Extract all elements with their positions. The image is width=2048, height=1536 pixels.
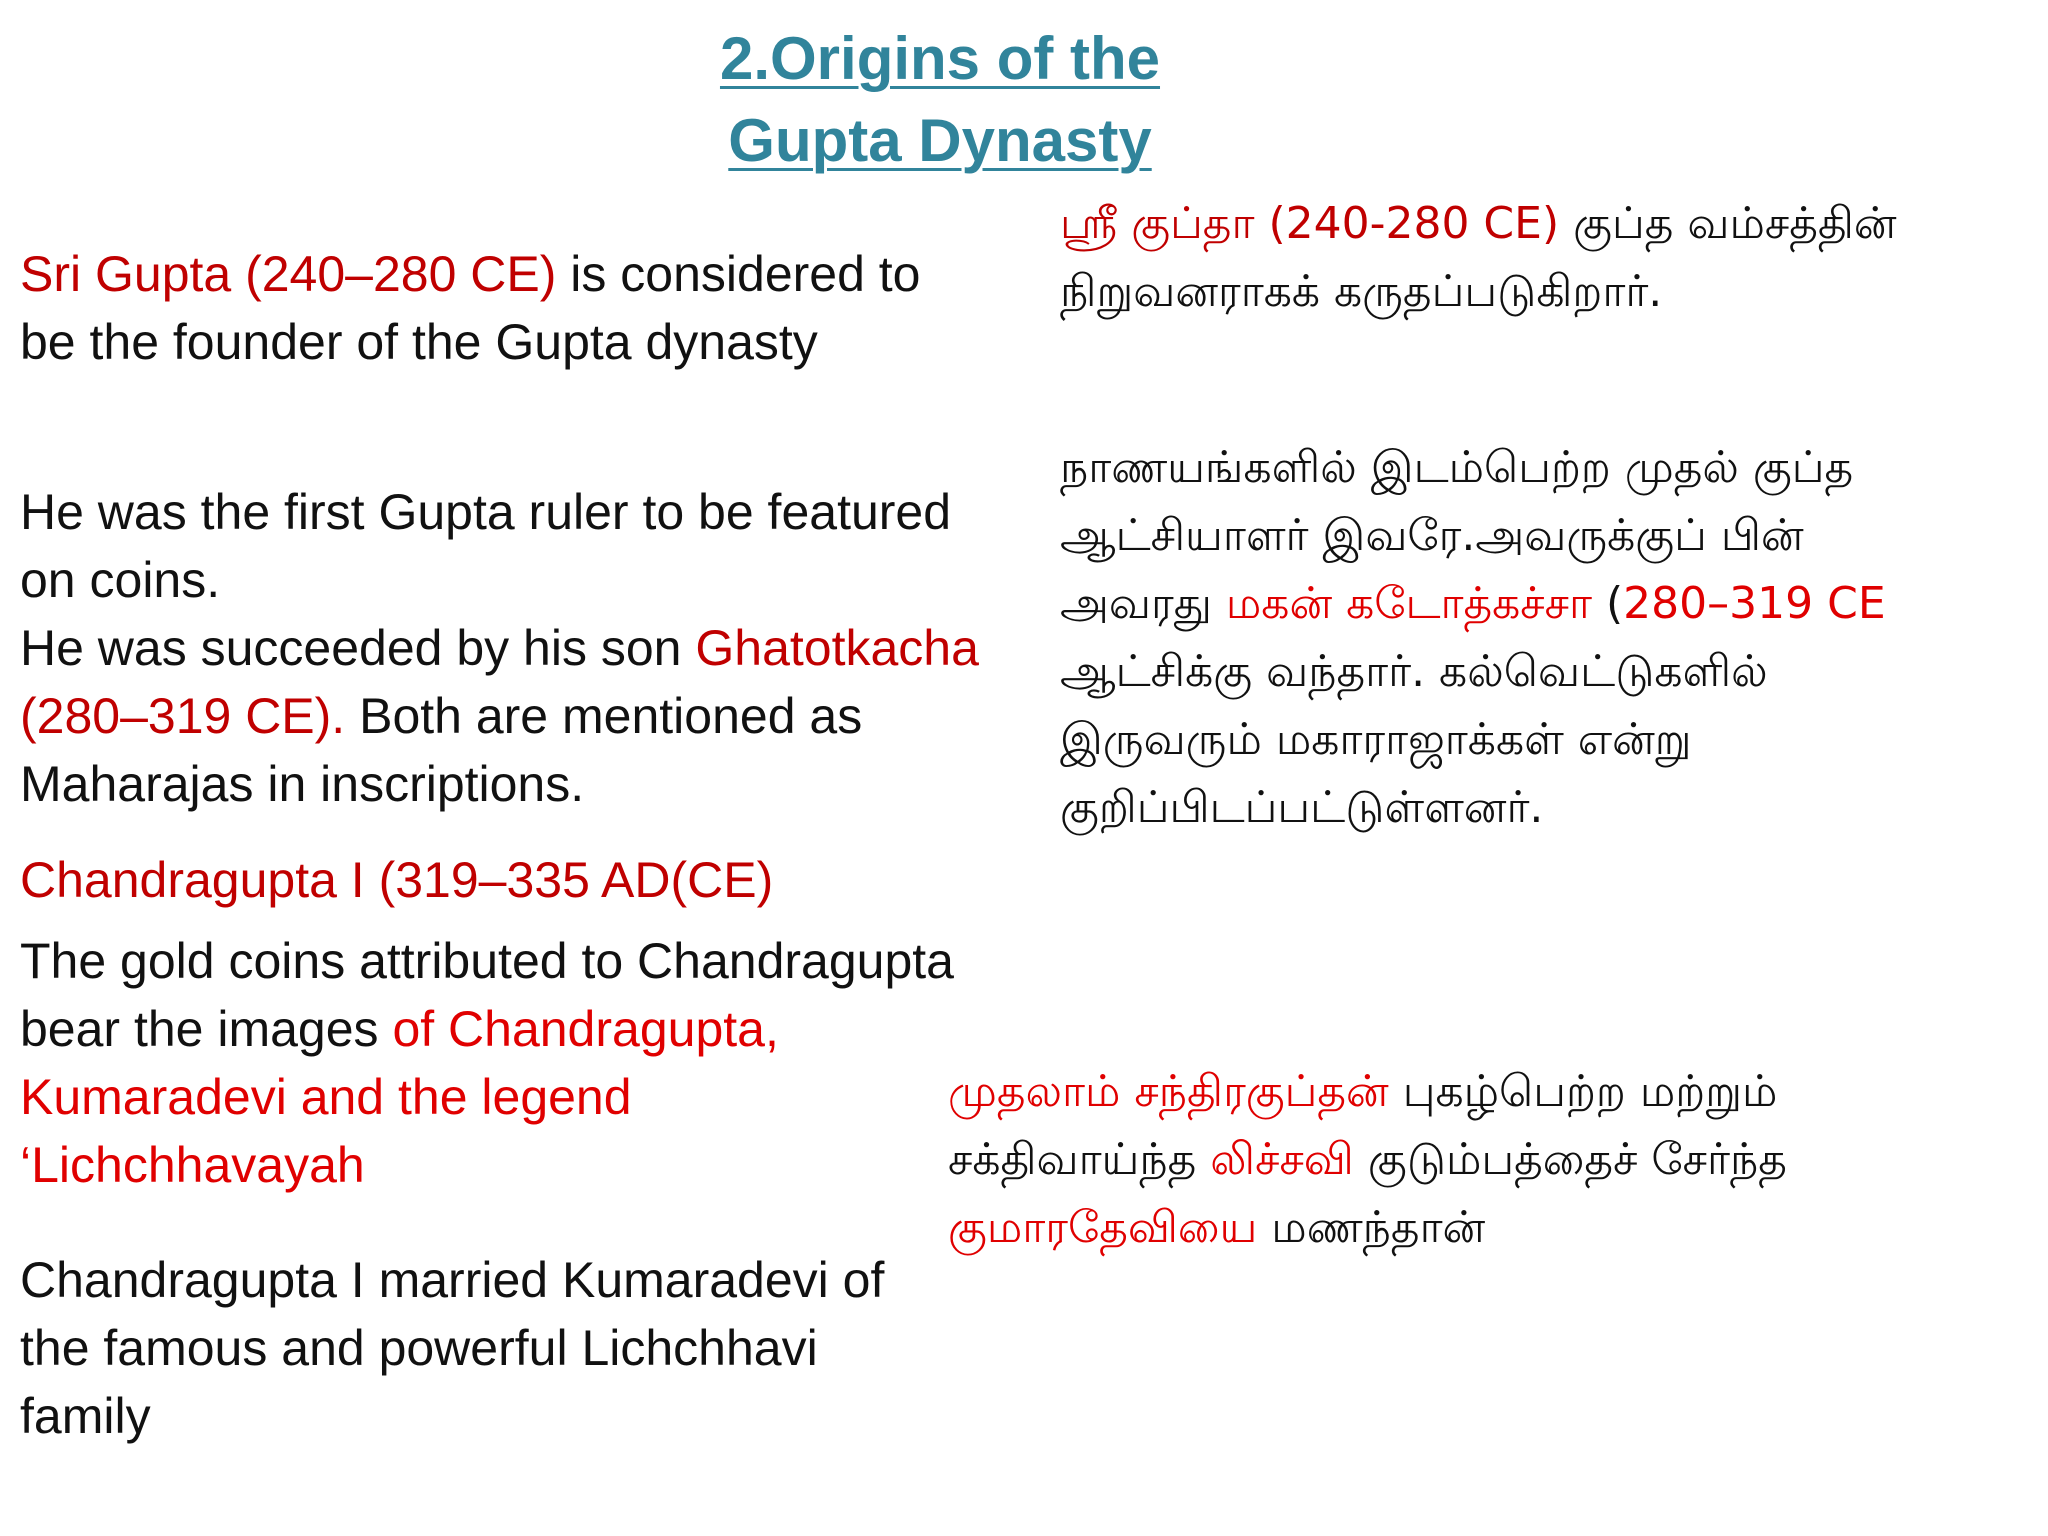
title-line-1: 2.Origins of the [719,25,1161,92]
tamil-marriage-paragraph: முதலாம் சந்திரகுப்தன் புகழ்பெற்ற மற்றும் சக்திவாய்ந்த லிச்சவி குடும்பத்தைச் சேர்ந்த குமாரதேவியை மணந்தான் [948,1066,1787,1253]
tamil-ghatotkacha-paragraph: நாணயங்களில் இடம்பெற்ற முதல் குப்த ஆட்சியாளர் இவரே.அவருக்குப் பின் அவரது மகன் கடோத்கச்சா (280–319 CE ஆட்சிக்கு வந்தார். கல்வெட்டுகளில் இருவரும் மகாராஜாக்கள் என்று குறிப்பிடப்பட்டுள்ளனர். [1060,442,1886,833]
ghatotkacha-paragraph: He was the first Gupta ruler to be featured on coins. He was succeeded by his son Ghatotkacha (280–319 CE). Both are mentioned as Maharajas in inscriptions. [20,484,979,812]
chandragupta-heading: Chandragupta I (319–335 AD(CE) [20,852,774,908]
title-line-2: Gupta Dynasty [728,107,1152,174]
slide-title [560,18,1320,182]
sri-gupta-paragraph: Sri Gupta (240–280 CE) is considered to be the founder of the Gupta dynasty [20,246,921,370]
ghatotkacha-name: Ghatotkacha [695,620,979,676]
gold-coins-paragraph: The gold coins attributed to Chandragupta bear the images of Chandragupta, Kumaradevi and the legend ‘Lichchhavayah [20,933,954,1193]
sri-gupta-name: Sri Gupta (240–280 CE) [20,246,557,302]
tamil-sri-gupta-paragraph: ஸ்ரீ குப்தா (240-280 CE) குப்த வம்சத்தின் நிறுவனராகக் கருதப்படுகிறார். [1060,198,1897,317]
marriage-paragraph: Chandragupta I married Kumaradevi of the famous and powerful Lichchhavi family [20,1252,885,1444]
